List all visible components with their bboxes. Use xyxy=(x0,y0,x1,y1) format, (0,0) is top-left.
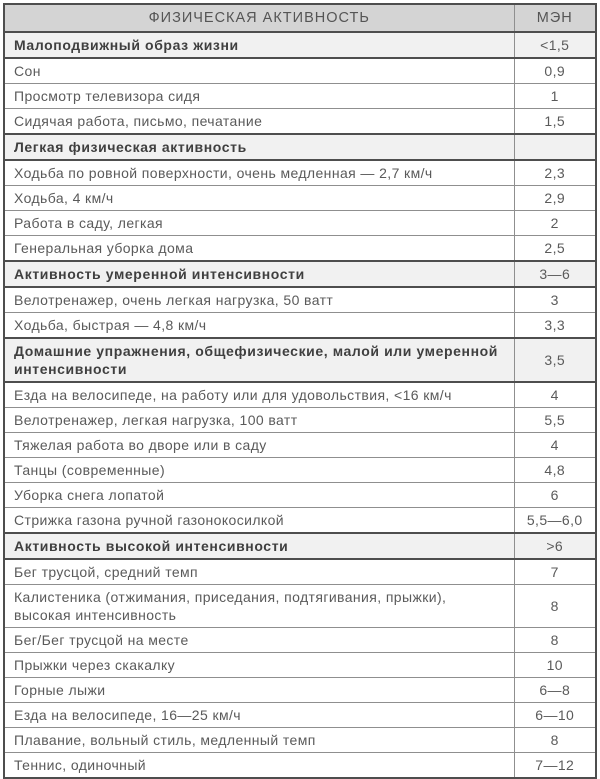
met-value-cell: 8 xyxy=(514,728,596,753)
activity-cell: Малоподвижный образ жизни xyxy=(4,32,514,58)
met-value-cell: 3—6 xyxy=(514,261,596,287)
activity-table-body xyxy=(4,32,596,778)
activity-cell: Теннис, одиночный xyxy=(4,753,514,779)
table-row xyxy=(4,753,596,779)
met-value-cell: 5,5—6,0 xyxy=(514,508,596,534)
table-row xyxy=(4,287,596,313)
activity-cell: Велотренажер, легкая нагрузка, 100 ватт xyxy=(4,408,514,433)
section-row xyxy=(4,533,596,559)
activity-cell: Велотренажер, очень легкая нагрузка, 50 ватт xyxy=(4,287,514,313)
activity-cell: Плавание, вольный стиль, медленный темп xyxy=(4,728,514,753)
met-value-cell: 3,3 xyxy=(514,313,596,339)
table-row xyxy=(4,433,596,458)
table-row xyxy=(4,408,596,433)
met-value-cell: 2,9 xyxy=(514,186,596,211)
met-value-cell: 4,8 xyxy=(514,458,596,483)
met-value-cell: 0,9 xyxy=(514,58,596,84)
activity-cell: Работа в саду, легкая xyxy=(4,211,514,236)
table-row xyxy=(4,186,596,211)
met-value-cell: 10 xyxy=(514,653,596,678)
table-row xyxy=(4,483,596,508)
met-value-cell: >6 xyxy=(514,533,596,559)
activity-cell: Легкая физическая активность xyxy=(4,134,514,160)
activity-cell: Сидячая работа, письмо, печатание xyxy=(4,109,514,135)
table-row xyxy=(4,58,596,84)
met-value-cell: 3 xyxy=(514,287,596,313)
activity-cell: Тяжелая работа во дворе или в саду xyxy=(4,433,514,458)
met-value-cell: 8 xyxy=(514,628,596,653)
table-row xyxy=(4,313,596,339)
met-value-cell: 2,3 xyxy=(514,160,596,186)
table-row xyxy=(4,382,596,408)
activity-cell: Активность высокой интенсивности xyxy=(4,533,514,559)
activity-cell: Прыжки через скакалку xyxy=(4,653,514,678)
met-value-cell: 7 xyxy=(514,559,596,585)
met-column-header: МЭН xyxy=(514,4,596,32)
table-row xyxy=(4,728,596,753)
table-row xyxy=(4,703,596,728)
activity-cell: Калистеника (отжимания, приседания, подтягивания, прыжки), высокая интенсивность xyxy=(4,585,514,628)
activity-cell: Ходьба по ровной поверхности, очень медленная — 2,7 км/ч xyxy=(4,160,514,186)
table-row xyxy=(4,236,596,262)
activity-cell: Езда на велосипеде, на работу или для удовольствия, <16 км/ч xyxy=(4,382,514,408)
section-row xyxy=(4,134,596,160)
table-row xyxy=(4,109,596,135)
table-header-row xyxy=(4,4,596,32)
section-row xyxy=(4,338,596,382)
met-value-cell: 5,5 xyxy=(514,408,596,433)
activity-cell: Стрижка газона ручной газонокосилкой xyxy=(4,508,514,534)
activity-cell: Ходьба, быстрая — 4,8 км/ч xyxy=(4,313,514,339)
activity-cell: Бег трусцой, средний темп xyxy=(4,559,514,585)
met-value-cell: 2 xyxy=(514,211,596,236)
table-row xyxy=(4,84,596,109)
table-row xyxy=(4,628,596,653)
table-row xyxy=(4,678,596,703)
activity-cell: Просмотр телевизора сидя xyxy=(4,84,514,109)
met-value-cell: 8 xyxy=(514,585,596,628)
met-value-cell: 6—8 xyxy=(514,678,596,703)
activity-cell: Езда на велосипеде, 16—25 км/ч xyxy=(4,703,514,728)
table-row xyxy=(4,585,596,628)
table-row xyxy=(4,160,596,186)
activity-cell: Бег/Бег трусцой на месте xyxy=(4,628,514,653)
met-value-cell: 7—12 xyxy=(514,753,596,779)
activity-cell: Домашние упражнения, общефизические, малой или умеренной интенсивности xyxy=(4,338,514,382)
met-value-cell: 2,5 xyxy=(514,236,596,262)
met-value-cell: 6—10 xyxy=(514,703,596,728)
activity-cell: Ходьба, 4 км/ч xyxy=(4,186,514,211)
section-row xyxy=(4,261,596,287)
section-row xyxy=(4,32,596,58)
activity-cell: Генеральная уборка дома xyxy=(4,236,514,262)
met-value-cell: 4 xyxy=(514,382,596,408)
table-row xyxy=(4,559,596,585)
met-value-cell: <1,5 xyxy=(514,32,596,58)
activity-cell: Активность умеренной интенсивности xyxy=(4,261,514,287)
table-row xyxy=(4,653,596,678)
table-row xyxy=(4,458,596,483)
activity-cell: Горные лыжи xyxy=(4,678,514,703)
met-value-cell: 4 xyxy=(514,433,596,458)
met-value-cell: 3,5 xyxy=(514,338,596,382)
met-value-cell: 1 xyxy=(514,84,596,109)
activity-column-header: ФИЗИЧЕСКАЯ АКТИВНОСТЬ xyxy=(4,4,514,32)
physical-activity-met-table xyxy=(3,3,597,779)
activity-cell: Танцы (современные) xyxy=(4,458,514,483)
met-value-cell xyxy=(514,134,596,160)
met-value-cell: 6 xyxy=(514,483,596,508)
activity-cell: Сон xyxy=(4,58,514,84)
met-value-cell: 1,5 xyxy=(514,109,596,135)
table-row xyxy=(4,211,596,236)
activity-cell: Уборка снега лопатой xyxy=(4,483,514,508)
table-row xyxy=(4,508,596,534)
